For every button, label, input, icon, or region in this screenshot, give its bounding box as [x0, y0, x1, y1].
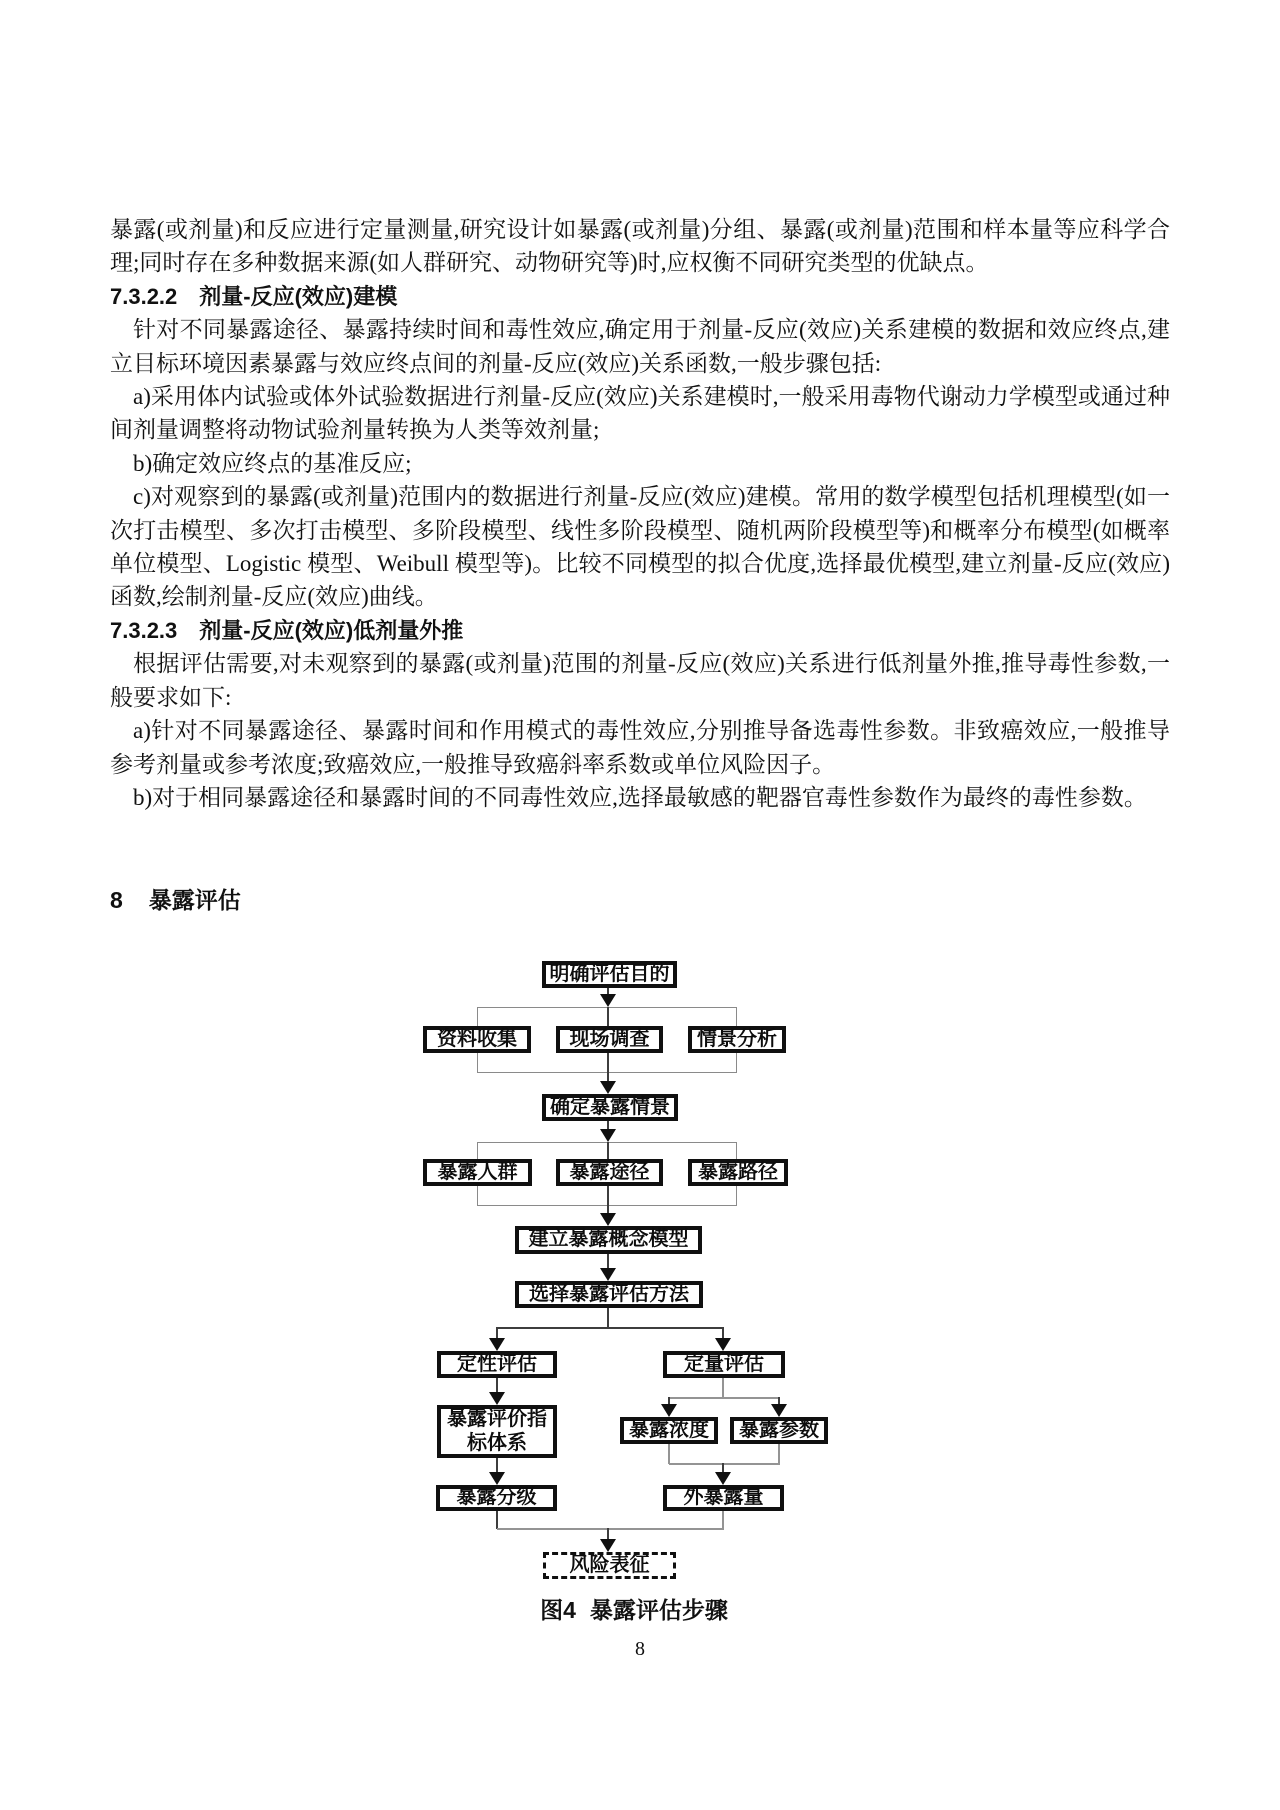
paragraph: c)对观察到的暴露(或剂量)范围内的数据进行剂量-反应(效应)建模。常用的数学模型包括机理模型(如一次打击模型、多次打击模型、多阶段模型、线性多阶段模型、随机两阶段模型等)和概率分布模型(如概率单位模型、Logistic 模型、Weibull 模型等)。比较不同模型的拟合优度,选择最优模型,建立剂量-反应(效应)函数,绘制剂量-反应(效应)曲线。 [110, 484, 1170, 610]
arrow-down-icon [600, 1081, 616, 1094]
paragraph: a)采用体内试验或体外试验数据进行剂量-反应(效应)关系建模时,一般采用毒物代谢动力学模型或通过种间剂量调整将动物试验剂量转换为人类等效剂量; [110, 384, 1170, 443]
connector-line [669, 1397, 779, 1399]
paragraph: 根据评估需要,对未观察到的暴露(或剂量)范围的剂量-反应(效应)关系进行低剂量外推,推导毒性参数,一般要求如下: [110, 651, 1170, 710]
section-title: 暴露评估 [148, 887, 241, 913]
arrow-down-icon [715, 1472, 731, 1485]
flow-node-exposure-pathway: 暴露路径 [688, 1159, 788, 1186]
arrow-down-icon [771, 1404, 787, 1417]
flow-node-exposure-grading: 暴露分级 [436, 1485, 557, 1511]
connector-line [607, 1308, 609, 1328]
arrow-down-icon [600, 994, 616, 1007]
clause-number: 7.3.2.2 [110, 283, 178, 309]
paragraph: a)针对不同暴露途径、暴露时间和作用模式的毒性效应,分别推导备选毒性参数。非致癌效应,一般推导参考剂量或参考浓度;致癌效应,一般推导致癌斜率系数或单位风险因子。 [110, 718, 1170, 777]
connector-line [669, 1463, 780, 1465]
arrow-down-icon [600, 1539, 616, 1552]
arrow-down-icon [600, 1129, 616, 1142]
flow-node-conceptual-model: 建立暴露概念模型 [515, 1226, 702, 1254]
arrow-down-icon [489, 1392, 505, 1405]
flow-node-scenario-analysis: 情景分析 [688, 1026, 786, 1053]
arrow-down-icon [661, 1404, 677, 1417]
paragraph: b)确定效应终点的基准反应; [133, 450, 412, 476]
connector-line [668, 1444, 670, 1464]
connector-line [722, 1511, 724, 1529]
figure-number: 图4 [540, 1597, 576, 1623]
figure-title: 暴露评估步骤 [589, 1597, 728, 1623]
paragraph: 暴露(或剂量)和反应进行定量测量,研究设计如暴露(或剂量)分组、暴露(或剂量)范围和样本量等应科学合理;同时存在多种数据来源(如人群研究、动物研究等)时,应权衡不同研究类型的优缺点。 [110, 217, 1170, 276]
connector-line [722, 1378, 724, 1397]
flow-node-exposure-concentration: 暴露浓度 [620, 1417, 718, 1444]
flow-node-external-exposure: 外暴露量 [663, 1485, 784, 1511]
clause-heading-7322 [110, 280, 1170, 313]
flow-node-risk-characterization: 风险表征 [543, 1552, 676, 1579]
flow-node-select-method: 选择暴露评估方法 [515, 1281, 703, 1308]
section-8-heading [110, 882, 241, 915]
clause-title: 剂量-反应(效应)低剂量外推 [199, 617, 464, 643]
paragraph: 针对不同暴露途径、暴露持续时间和毒性效应,确定用于剂量-反应(效应)关系建模的数据和效应终点,建立目标环境因素暴露与效应终点间的剂量-反应(效应)关系函数,一般步骤包括: [110, 317, 1170, 376]
figure-caption [434, 1592, 834, 1625]
flow-node-determine-scenario: 确定暴露情景 [542, 1094, 678, 1121]
flow-node-qualitative: 定性评估 [437, 1351, 557, 1378]
clause-title: 剂量-反应(效应)建模 [199, 283, 398, 309]
flow-node-data-collection: 资料收集 [423, 1026, 531, 1053]
flow-node-site-investigation: 现场调查 [556, 1026, 663, 1053]
clause-number: 7.3.2.3 [110, 617, 178, 643]
arrow-down-icon [489, 1472, 505, 1485]
flow-node-exposed-population: 暴露人群 [423, 1159, 532, 1186]
flow-node-exposure-route: 暴露途径 [556, 1159, 663, 1186]
clause-heading-7323 [110, 614, 1170, 647]
arrow-down-icon [600, 1213, 616, 1226]
paragraph: b)对于相同暴露途径和暴露时间的不同毒性效应,选择最敏感的靶器官毒性参数作为最终的毒性参数。 [133, 784, 1147, 810]
arrow-down-icon [715, 1338, 731, 1351]
flow-node-clarify-purpose: 明确评估目的 [542, 961, 677, 988]
connector-line [497, 1327, 724, 1329]
section-number: 8 [110, 887, 123, 913]
flow-node-indicator-system: 暴露评价指标体系 [437, 1405, 557, 1458]
connector-line [497, 1528, 724, 1530]
arrow-down-icon [489, 1338, 505, 1351]
arrow-down-icon [600, 1268, 616, 1281]
flow-node-exposure-parameters: 暴露参数 [730, 1417, 828, 1444]
connector-line [778, 1444, 780, 1464]
page-number: 8 [635, 1638, 645, 1660]
flow-node-quantitative: 定量评估 [663, 1351, 785, 1378]
connector-line [496, 1511, 498, 1529]
body-text [110, 213, 1170, 814]
